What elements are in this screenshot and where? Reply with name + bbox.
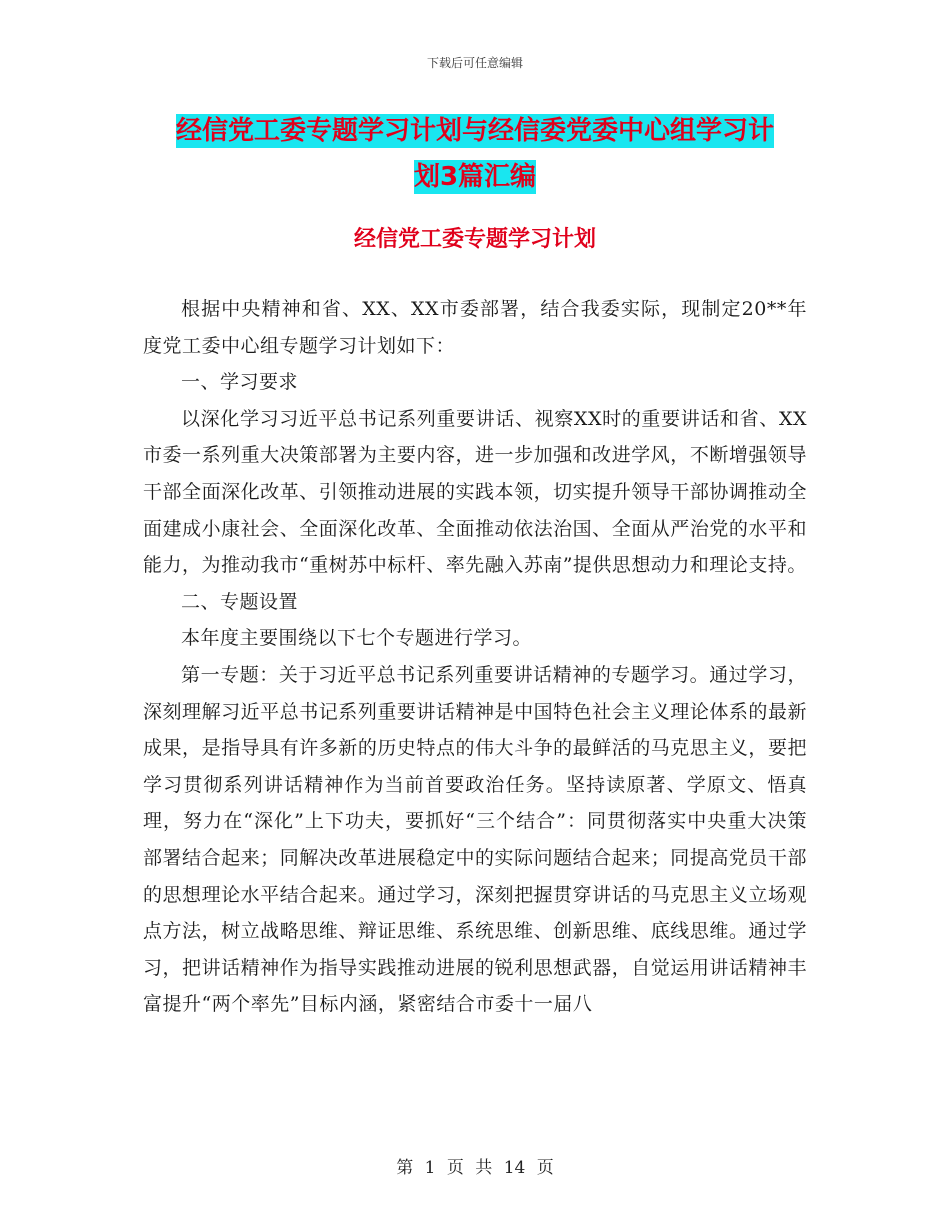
heading-topic-settings: 二、专题设置: [181, 590, 299, 613]
paragraph-topic-one: 第一专题：关于习近平总书记系列重要讲话精神的专题学习。通过学习，深刻理解习近平总书记系列重要讲话精神是中国特色社会主义理论体系的最新成果，是指导具有许多新的历史特点的伟大斗争的最鲜活的马克思主义，要把学习贯彻系列讲话精神作为当前首要政治任务。坚持读原著、学原文、悟真理，努力在“深化”上下功夫，要抓好“三个结合”：同贯彻落实中央重大决策部署结合起来；同解决改革进展稳定中的实际问题结合起来；同提高党员干部的思想理论水平结合起来。通过学习，深刻把握贯穿讲话的马克思主义立场观点方法，树立战略思维、辩证思维、系统思维、创新思维、底线思维。通过学习，把讲话精神作为指导实践推动进展的锐利思想武器，自觉运用讲话精神丰富提升“两个率先”目标内涵，紧密结合市委十一届八: [143, 663, 807, 1016]
section-title: 经信党工委专题学习计划: [353, 227, 596, 252]
page-number: 第 1 页 共 14 页: [396, 1158, 554, 1178]
title-line-2: 划3篇汇编: [413, 162, 537, 192]
paragraph-intro: 根据中央精神和省、XX、XX市委部署，结合我委实际，现制定20**年度党工委中心组专题学习计划如下：: [143, 298, 807, 357]
document-body: [143, 291, 807, 1023]
paragraph-topic-intro: 本年度主要围绕以下七个专题进行学习。: [181, 627, 533, 650]
document-title: [140, 108, 810, 200]
heading-study-requirements: 一、学习要求: [181, 371, 299, 394]
paragraph-study-requirements: 以深化学习习近平总书记系列重要讲话、视察XX时的重要讲话和省、XX市委一系列重大决策部署为主要内容，进一步加强和改进学风，不断增强领导干部全面深化改革、引领推动进展的实践本领，切实提升领导干部协调推动全面建成小康社会、全面深化改革、全面推动依法治国、全面从严治党的水平和能力，为推动我市“重树苏中标杆、率先融入苏南”提供思想动力和理论支持。: [143, 407, 807, 577]
title-line-1: 经信党工委专题学习计划与经信委党委中心组学习计: [175, 116, 774, 146]
header-note: 下载后可任意编辑: [426, 56, 523, 70]
